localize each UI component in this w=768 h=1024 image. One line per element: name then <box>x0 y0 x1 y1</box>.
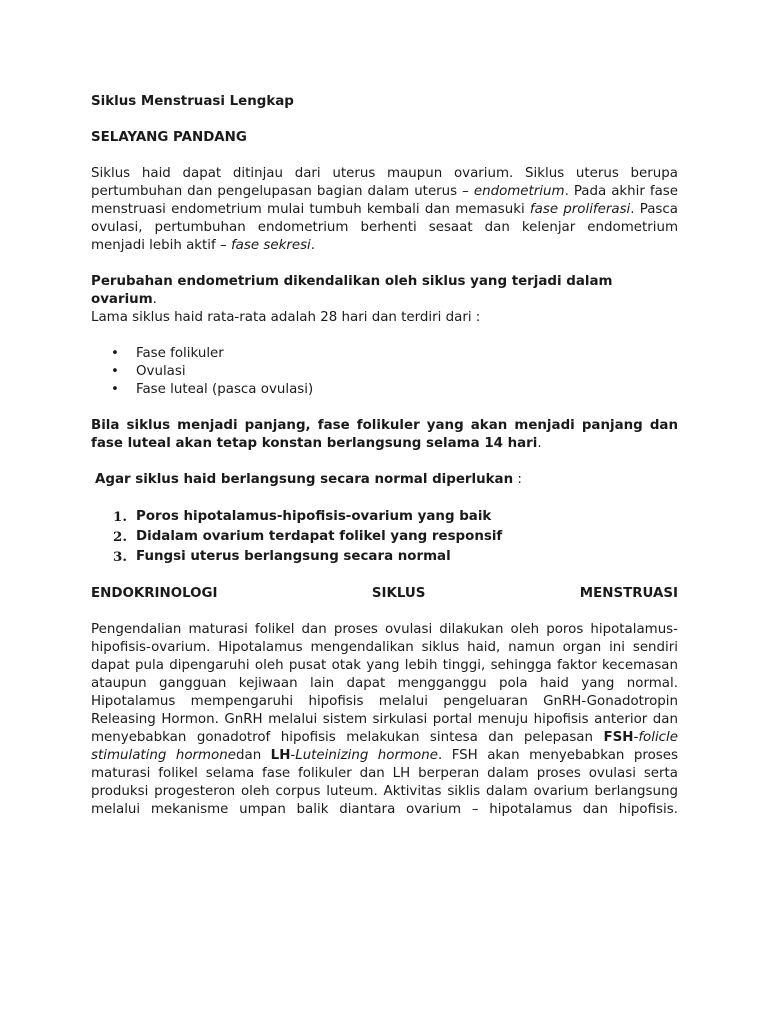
list-item: 3. Fungsi uterus berlangsung secara normal <box>113 549 451 565</box>
requirements-list <box>91 508 678 568</box>
paragraph-requirements-intro: Agar siklus haid berlangsung secara normal diperlukan : <box>95 472 522 487</box>
section-heading-endokrinologi: ENDOKRINOLOGI SIKLUS MENSTRUASI <box>91 586 678 601</box>
list-item: • Fase luteal (pasca ovulasi) <box>91 381 678 399</box>
document-title: Siklus Menstruasi Lengkap <box>91 94 294 109</box>
list-item: 2. Didalam ovarium terdapat folikel yang responsif <box>113 529 503 545</box>
paragraph-cycle-length: Lama siklus haid rata-rata adalah 28 hari dan terdiri dari : <box>91 310 481 325</box>
list-item: 1. Poros hipotalamus-hipofisis-ovarium yang baik <box>113 509 492 525</box>
list-item: • Fase folikuler <box>91 345 678 363</box>
paragraph-intro: Siklus haid dapat ditinjau dari uterus maupun ovarium. Siklus uterus berupa pertumbuhan dan pengelupasan bagian dalam uterus – endometrium. Pada akhir fase menstruasi endometrium mulai tumbuh kembali dan memasuki fase proliferasi. Pasca ovulasi, pertumbuhan endometrium berhenti sesaat dan kelenjar endometrium menjadi lebih aktif – fase sekresi. <box>91 166 678 253</box>
phase-list <box>91 345 678 399</box>
paragraph-endocrinology: Pengendalian maturasi folikel dan proses ovulasi dilakukan oleh poros hipotalamus-hipofisis-ovarium. Hipotalamus mengendalikan siklus haid, namun organ ini sendiri dapat pula dipengaruhi oleh pusat otak yang lebih tinggi, sehingga faktor kecemasan ataupun gangguan kejiwaan lain dapat mengganggu pola haid yang normal. Hipotalamus mempengaruhi hipofisis melalui pengeluaran GnRH-Gonadotropin Releasing Hormon. GnRH melalui sistem sirkulasi portal menuju hipofisis anterior dan menyebabkan gonadotrof hipofisis melakukan sintesa dan pelepasan FSH-folicle stimulating hormonedan LH-Luteinizing hormone. FSH akan menyebabkan proses maturasi folikel selama fase folikuler dan LH berperan dalam proses ovulasi serta produksi progesteron oleh corpus luteum. Aktivitas siklis dalam ovarium berlangsung melalui mekanisme umpan balik diantara ovarium – hipotalamus dan hipofisis. <box>91 622 678 817</box>
list-item: • Ovulasi <box>91 363 678 381</box>
section-heading-selayang-pandang: SELAYANG PANDANG <box>91 130 247 145</box>
paragraph-endometrium-control: Perubahan endometrium dikendalikan oleh siklus yang terjadi dalam ovarium. <box>91 274 613 307</box>
paragraph-long-cycle: Bila siklus menjadi panjang, fase folikuler yang akan menjadi panjang dan fase luteal akan tetap konstan berlangsung selama 14 hari. <box>91 418 678 451</box>
